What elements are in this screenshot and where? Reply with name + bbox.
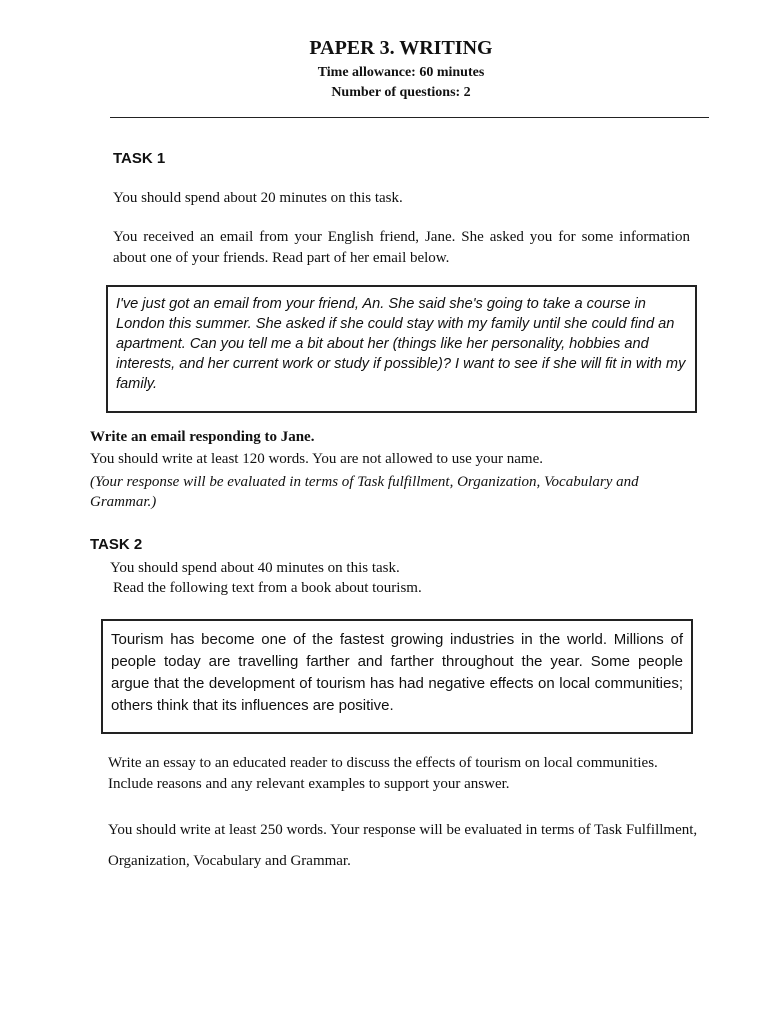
number-of-questions: Number of questions: 2 [331,85,471,100]
task1-time-note: You should spend about 20 minutes on this task. [113,190,403,206]
task2-instruction: Write an essay to an educated reader to discuss the effects of tourism on local communities. Include reasons and any relevant examples to support your answer. [108,755,658,792]
task2-passage-box [101,619,693,734]
task1-evaluation: (Your response will be evaluated in terms of Task fulfillment, Organization, Vocabulary and Grammar.) [90,474,639,510]
task2-passage: Tourism has become one of the fastest growing industries in the world. Millions of people today are travelling farther and farther throughout the year. Some people argue that the development of tourism has had negative effects on local communities; others think that its influences are positive. [111,631,683,714]
page-title: PAPER 3. WRITING [309,37,493,59]
task1-instruction: Write an email responding to Jane. [90,429,315,445]
task2-heading: TASK 2 [90,536,143,553]
task1-intro: You received an email from your English friend, Jane. She asked you for some information about one of your friends. Read part of her email below. [113,229,690,266]
task1-word-note: You should write at least 120 words. You are not allowed to use your name. [90,451,544,467]
task1-heading: TASK 1 [113,150,166,167]
time-allowance: Time allowance: 60 minutes [317,65,485,80]
task1-email-text: I've just got an email from your friend, An. She said she's going to take a course in London this summer. She asked if she could stay with my family until she could find an apartment. Can you tell me a bit about her (things like her personality, hobbies and interests, and her current work or study if possible)? I want to see if she will fit in with my family. [116,296,686,392]
task2-time-note: You should spend about 40 minutes on this task. [110,560,400,576]
task2-read-note: Read the following text from a book about tourism. [113,580,422,596]
task2-word-note: You should write at least 250 words. Your response will be evaluated in terms of Task Fulfillment, Organization, Vocabulary and Grammar. [108,822,698,869]
header-divider [110,117,709,118]
task1-email-box [106,285,697,413]
